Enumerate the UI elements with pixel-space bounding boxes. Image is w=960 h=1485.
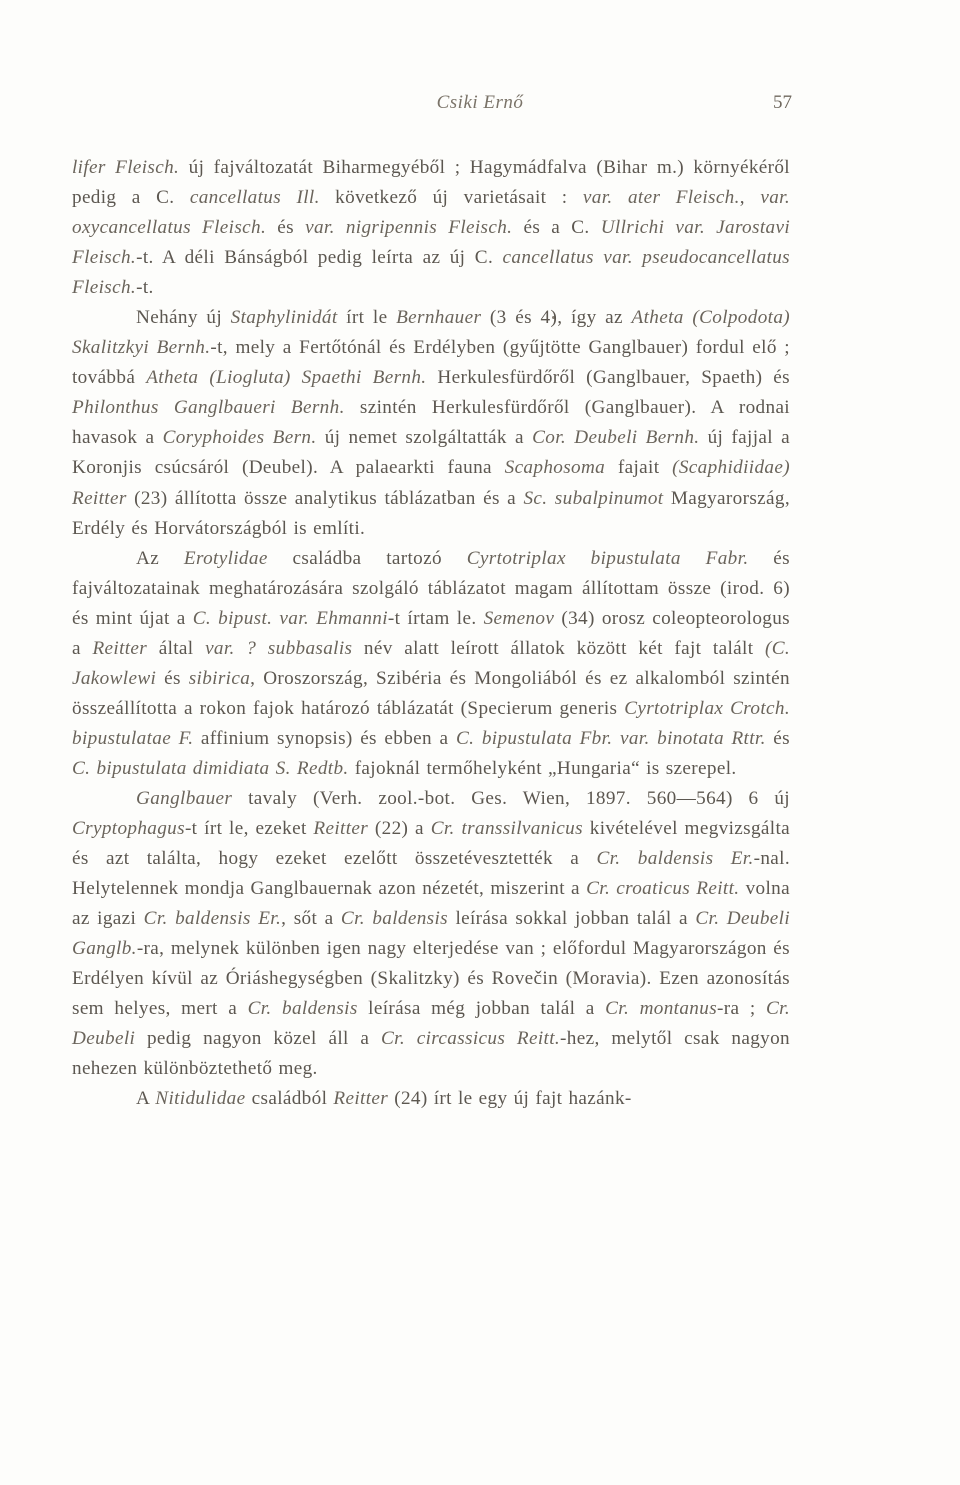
text-run: A — [136, 1088, 156, 1110]
text-run: Nehány új — [136, 307, 231, 329]
paragraph — [72, 784, 790, 1084]
text-run: -t írtam le. — [387, 607, 484, 629]
text-run: -t, mely a Fertőtónál és Erdélyben (gyűjtötte Ganglbauer) fordul elő ; továbbá — [72, 337, 790, 389]
italic-run: Ganglbauer — [136, 787, 233, 809]
italic-run: Cyrtotriplax Crotch. bipustulatae F. — [72, 697, 790, 749]
italic-run: sibirica — [188, 667, 251, 689]
text-run: által — [147, 637, 206, 659]
text-run: és — [266, 217, 306, 239]
text-run: családba tartozó — [267, 547, 467, 569]
italic-run: Atheta (Colpodota) Skalitzkyi Bernh. — [72, 307, 791, 359]
text-run: -nal. Helytelennek mondja Ganglbauernak azon nézetét, miszerint a — [72, 848, 790, 900]
text-run: -ra ; — [717, 998, 766, 1020]
paragraph — [72, 153, 790, 303]
italic-run: var. nigripennis Fleisch. — [305, 217, 513, 239]
italic-run: C. bipust. var. Ehmanni — [192, 607, 388, 629]
italic-run: Nitidulidae — [155, 1088, 246, 1110]
paragraph — [72, 303, 790, 543]
text-run: és a C. — [512, 217, 601, 239]
italic-run: Cr. baldensis Er. — [143, 908, 282, 930]
italic-run: var. ater Fleisch. — [582, 187, 740, 209]
italic-run: Cyrtotriplax bipustulata Fabr. — [466, 547, 749, 569]
italic-run: (C. Jakowlewi — [72, 637, 791, 689]
text-run: , — [739, 187, 761, 209]
italic-run: Cr. Deubeli — [72, 998, 790, 1050]
italic-run: Bernhauer — [396, 307, 482, 329]
italic-run: Philonthus Ganglbaueri Bernh. — [72, 397, 345, 419]
italic-run: Ullrichi var. Jarostavi Fleisch. — [72, 217, 790, 269]
text-run: családból — [245, 1088, 334, 1110]
text-run: és — [765, 727, 790, 749]
italic-run: var. ? subbasalis — [205, 637, 353, 659]
italic-run: Cr. Deubeli Ganglb. — [72, 908, 790, 960]
italic-run: Erotylidae — [183, 547, 268, 569]
italic-run: Cr. baldensis — [247, 998, 358, 1020]
italic-run: C. bipustulata Fbr. var. binotata Rttr. — [455, 727, 766, 749]
text-run: Herkulesfürdőről (Ganglbauer, Spaeth) és — [426, 367, 790, 389]
paragraph — [72, 1084, 790, 1114]
text-run: affinium synopsis) és ebben a — [193, 727, 456, 749]
italic-run: lifer Fleisch. — [72, 157, 180, 178]
italic-run: cancellatus var. pseudocancellatus Fleisch. — [72, 247, 790, 299]
italic-run: Cr. circassicus Reitt. — [381, 1028, 561, 1050]
text-run: , Oroszország, Szibéria és Mongoliából és ez alkalomból szintén összeállította a rokon fajok határozó táblázatát (Specierum generis — [72, 667, 790, 719]
running-head — [0, 92, 960, 122]
text-run: tavaly (Verh. zool.-bot. Ges. Wien, 1897. 560—564) 6 új — [232, 787, 790, 809]
text-run: -t. — [136, 277, 154, 299]
text-run: -ra, melynek különben igen nagy elterjedése van ; előfordul Magyarországon és Erdélyen kívül az Óriáshegységben (Skalitzky) és Rovečin (Moravia). Ezen azonosítás sem helyes, mert a — [72, 938, 790, 1020]
italic-run: Reitter — [333, 1088, 389, 1110]
italic-run: Cryptophagus — [72, 818, 185, 840]
page-number: 57 — [773, 92, 792, 113]
italic-run: Scaphosoma — [504, 457, 606, 479]
italic-run: Cr. montanus — [605, 998, 718, 1020]
text-run: és fajváltozatainak meghatározására szolgáló táblázatot magam állítottam össze (irod. 6) és mint újat a — [72, 547, 790, 629]
italic-run: Cr. baldensis — [340, 908, 448, 930]
text-run: név alatt leírott állatok között két fajt talált — [352, 637, 765, 659]
text-run: -t írt le, ezeket — [184, 818, 314, 840]
text-run: leírása sokkal jobban talál a — [448, 908, 696, 930]
italic-run: Cr. transsilvanicus — [430, 818, 583, 840]
italic-run: Cr. baldensis Er. — [596, 848, 754, 870]
text-run: -hez, melytől csak nagyon nehezen különböztethető meg. — [72, 1028, 790, 1080]
italic-run: C. bipustulata dimidiata S. Redtb. — [72, 757, 349, 779]
italic-run: cancellatus Ill. — [189, 187, 320, 209]
italic-run: (Scaphidiidae) Reitter — [72, 457, 790, 509]
text-run: volna az igazi — [72, 878, 790, 930]
italic-run: Cr. croaticus Reitt. — [586, 878, 740, 900]
text-run: (22) a — [368, 818, 431, 840]
text-run: fajoknál termőhelyként „Hungaria“ is szerepel. — [348, 757, 737, 779]
text-run: fajait — [605, 457, 673, 479]
text-run: (34) orosz coleopteorologus a — [72, 607, 790, 659]
italic-run: Atheta (Liogluta) Spaethi Bernh. — [146, 367, 427, 389]
text-run: (3 és 4), így az — [481, 307, 632, 329]
running-head-author: Csiki Ernő — [436, 92, 524, 113]
text-run: (24) írt le egy új fajt hazánk- — [388, 1088, 632, 1110]
text-run: Az — [136, 547, 184, 569]
text-run: leírása még jobban talál a — [357, 998, 606, 1020]
text-run: Magyarország, Erdély és Horvátországból is említi. — [72, 487, 790, 539]
italic-run: var. oxycancellatus Fleisch. — [72, 187, 791, 239]
text-run: következő új varietásait : — [319, 187, 583, 209]
text-run: új fajváltozatát Biharmegyéből ; Hagymádfalva (Bihar m.) környékéről pedig a C. — [72, 157, 790, 209]
italic-run: Cor. Deubeli Bernh. — [532, 427, 700, 449]
text-run: új nemet szolgáltatták a — [316, 427, 533, 449]
text-run: új fajjal a Koronjis csúcsáról (Deubel). A palaearkti fauna — [72, 427, 790, 479]
italic-run: Coryphoides Bern. — [162, 427, 317, 449]
italic-run: Staphylinidát — [230, 307, 338, 329]
paragraph — [72, 544, 790, 784]
italic-run: Reitter — [92, 637, 148, 659]
text-run: (23) állította össze analytikus táblázatban és a — [126, 487, 524, 509]
text-run: -t. A déli Bánságból pedig leírta az új C. — [136, 247, 503, 269]
text-run: kivételével megvizsgálta és azt találta, hogy ezeket ezelőtt összetévesztették a — [72, 818, 790, 870]
text-run: írt le — [337, 307, 397, 329]
text-run: pedig nagyon közel áll a — [135, 1028, 382, 1050]
italic-run: Reitter — [313, 818, 369, 840]
italic-run: Sc. subalpinumot — [523, 487, 664, 509]
text-run: , sőt a — [281, 908, 341, 930]
body-text — [72, 153, 790, 1115]
text-run: szintén Herkulesfürdőről (Ganglbauer). A rodnai havasok a — [72, 397, 790, 449]
text-run: és — [156, 667, 189, 689]
italic-run: Semenov — [483, 607, 555, 629]
